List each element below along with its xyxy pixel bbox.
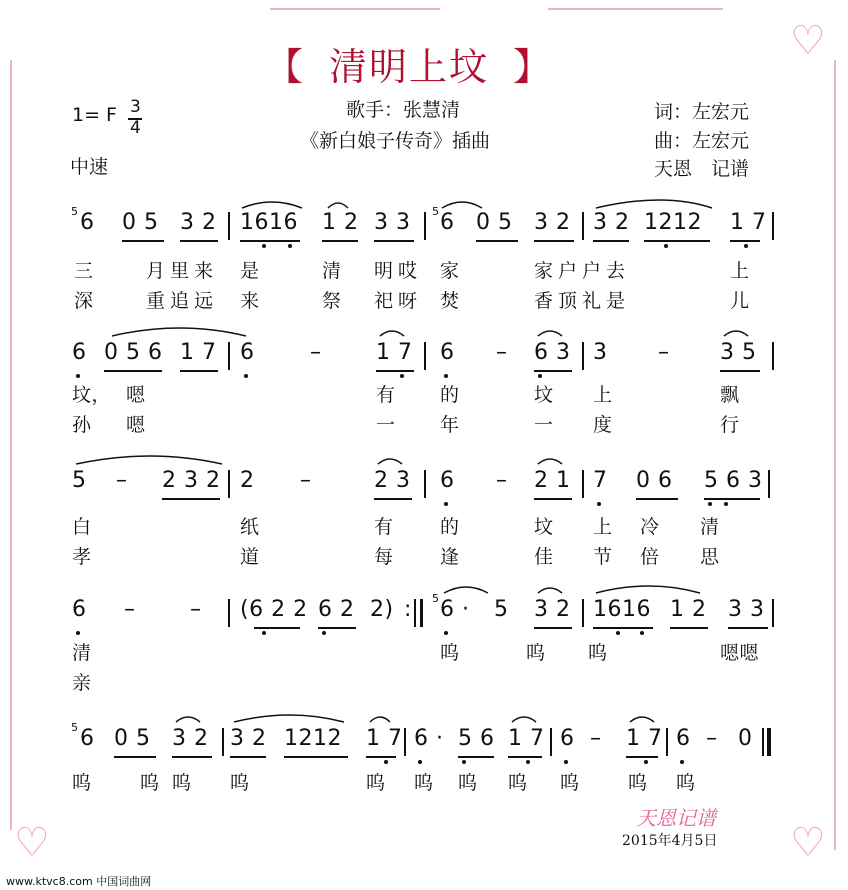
note-group: –	[116, 468, 128, 493]
octave-dot	[444, 374, 448, 378]
lyric-char: 白	[72, 516, 92, 538]
note-group: 2	[240, 468, 255, 493]
lyric-char: 一	[534, 414, 554, 436]
note-group: 6	[72, 340, 87, 365]
note-group: 3 2	[534, 597, 571, 622]
lyricist-label: 词：左宏元	[654, 101, 750, 123]
note-group: 0 6	[636, 468, 673, 493]
note-group: 3 2	[593, 210, 630, 235]
note-group: 1 7	[376, 340, 413, 365]
lyric-char: 清	[322, 260, 342, 282]
lyric-char: 哎	[398, 260, 418, 282]
octave-dot	[724, 502, 728, 506]
note-group: 1616	[593, 597, 651, 622]
octave-dot	[262, 631, 266, 635]
grace-note: 5	[71, 721, 78, 734]
octave-dot	[708, 502, 712, 506]
lyric-char: 呜	[508, 772, 528, 794]
lyric-char: 的	[440, 384, 460, 406]
time-signature-top: 3	[130, 97, 141, 117]
lyric-char: 户	[558, 260, 578, 282]
note-group: –	[496, 468, 508, 493]
note-group: –	[658, 340, 670, 365]
note-group: 6	[676, 726, 691, 751]
octave-dot	[564, 760, 568, 764]
lyric-char: 去	[606, 260, 626, 282]
lyric-char: 是	[240, 260, 260, 282]
lyric-char: 道	[240, 546, 260, 568]
lyric-char: 坟	[534, 384, 554, 406]
lyric-char: 亲	[72, 672, 92, 694]
note-group: 6	[240, 340, 255, 365]
note-group: 6	[560, 726, 575, 751]
octave-dot	[444, 502, 448, 506]
lyric-char: 月	[146, 260, 166, 282]
heart-icon-bottom-left: ♡	[14, 820, 50, 866]
octave-dot	[76, 631, 80, 635]
octave-dot	[76, 374, 80, 378]
lyric-char: 呜	[676, 772, 696, 794]
note-group: (6 2 2	[240, 597, 308, 622]
note-group: 3 2	[534, 210, 571, 235]
note-group: 1 2	[670, 597, 707, 622]
lyric-char: 节	[593, 546, 613, 568]
lyric-char: 清	[72, 642, 92, 664]
note-group: 0 5 6	[104, 340, 163, 365]
grace-note: 5	[432, 205, 439, 218]
transcriber-label: 天恩 记谱	[654, 158, 750, 180]
lyric-char: 呀	[398, 290, 418, 312]
lyric-char: 焚	[440, 290, 460, 312]
note-group: –	[190, 597, 202, 622]
note-group: 3 3	[374, 210, 411, 235]
lyric-char: 度	[593, 414, 613, 436]
octave-dot	[616, 631, 620, 635]
lyric-char: 礼	[582, 290, 602, 312]
note-group: 6 ·	[440, 597, 470, 622]
lyric-char: 家	[534, 260, 554, 282]
transcription-date: 2015年4月5日	[622, 833, 718, 849]
note-group: 6	[80, 726, 95, 751]
lyric-char: 儿	[730, 290, 750, 312]
note-group: 1616	[240, 210, 298, 235]
key-signature: 1= F	[72, 104, 117, 126]
note-group: 1212	[644, 210, 702, 235]
octave-dot	[640, 631, 644, 635]
note-group: 3 2	[180, 210, 217, 235]
note-group: 1 7	[508, 726, 545, 751]
time-signature-bottom: 4	[130, 118, 141, 138]
lyric-char: 上	[730, 260, 750, 282]
octave-dot	[288, 244, 292, 248]
lyric-char: 来	[240, 290, 260, 312]
lyric-char: 呜	[72, 772, 92, 794]
lyric-char: 坟，	[72, 384, 112, 406]
lyric-char: 顶	[558, 290, 578, 312]
lyric-char: 坟	[534, 516, 554, 538]
note-group: 1 7	[626, 726, 663, 751]
note-group: 6	[72, 597, 87, 622]
note-group: 3	[593, 340, 608, 365]
octave-dot	[744, 244, 748, 248]
note-group: 6 ·	[414, 726, 444, 751]
note-group: –	[706, 726, 718, 751]
note-group: 5 6 3	[704, 468, 763, 493]
note-group: –	[496, 340, 508, 365]
lyric-char: 重	[146, 290, 166, 312]
note-group: –	[590, 726, 602, 751]
octave-dot	[262, 244, 266, 248]
octave-dot	[322, 631, 326, 635]
lyric-char: 有	[374, 516, 394, 538]
composer-label: 曲：左宏元	[654, 130, 750, 152]
octave-dot	[680, 760, 684, 764]
note-group: 3 2	[230, 726, 267, 751]
note-group: 6 2	[318, 597, 355, 622]
octave-dot	[400, 374, 404, 378]
source-label: 《新白娘子传奇》插曲	[300, 130, 491, 152]
heart-icon-bottom-right: ♡	[790, 820, 826, 866]
lyric-char: 明	[374, 260, 394, 282]
note-group: 6	[440, 210, 455, 235]
note-group: 0	[738, 726, 753, 751]
lyric-char: 清	[700, 516, 720, 538]
lyric-char: 是	[606, 290, 626, 312]
note-group: 0 5	[122, 210, 159, 235]
note-group: 2 3 2	[162, 468, 221, 493]
title-text: 清明上坟	[329, 45, 490, 89]
note-group: 0 5	[114, 726, 151, 751]
octave-dot	[444, 631, 448, 635]
lyric-char: 呜	[366, 772, 386, 794]
lyric-char: 思	[700, 546, 720, 568]
lyric-char: 行	[720, 414, 740, 436]
lyric-char: 逢	[440, 546, 460, 568]
note-group: 3 5	[720, 340, 757, 365]
lyric-char: 孝	[72, 546, 92, 568]
lyric-char: 佳	[534, 546, 554, 568]
lyric-char: 祀	[374, 290, 394, 312]
note-group: 1 7	[366, 726, 403, 751]
lyric-char: 呜	[440, 642, 460, 664]
note-group: 3 2	[172, 726, 209, 751]
note-group: 7	[593, 468, 608, 493]
lyric-char: 家	[440, 260, 460, 282]
octave-dot	[538, 374, 542, 378]
lyric-char: 嗯嗯	[720, 642, 760, 664]
lyric-char: 飘	[720, 384, 740, 406]
transcriber-stamp: 天恩记谱	[636, 806, 716, 830]
site-watermark: www.ktvc8.com 中国词曲网	[6, 875, 152, 888]
grace-note: 5	[432, 592, 439, 605]
note-group: 5	[72, 468, 87, 493]
octave-dot	[664, 244, 668, 248]
lyric-char: 来	[194, 260, 214, 282]
lyric-char: 远	[194, 290, 214, 312]
lyric-char: 呜	[588, 642, 608, 664]
lyric-char: 香	[534, 290, 554, 312]
lyric-char: 上	[593, 384, 613, 406]
singer-label: 歌手：张慧清	[346, 99, 461, 121]
lyric-char: 的	[440, 516, 460, 538]
lyric-char: 深	[74, 290, 94, 312]
note-group: 2 1	[534, 468, 571, 493]
grace-note: 5	[71, 205, 78, 218]
note-group: 5 6	[458, 726, 495, 751]
lyric-char: 呜	[230, 772, 250, 794]
lyric-char: 纸	[240, 516, 260, 538]
lyric-char: 嗯	[126, 414, 146, 436]
octave-dot	[244, 374, 248, 378]
note-group: 1212	[284, 726, 342, 751]
note-group: 1 7	[180, 340, 217, 365]
note-group: 6	[440, 340, 455, 365]
lyric-char: 里	[170, 260, 190, 282]
lyric-char: 倍	[640, 546, 660, 568]
lyric-char: 三	[74, 260, 94, 282]
title-open-bracket: 【	[265, 45, 306, 89]
note-group: 2)	[370, 597, 394, 622]
octave-dot	[418, 760, 422, 764]
note-group: 6	[440, 468, 455, 493]
lyric-char: 有	[376, 384, 396, 406]
note-group: 6	[80, 210, 95, 235]
lyric-char: 追	[170, 290, 190, 312]
lyric-char: 上	[593, 516, 613, 538]
note-group: 6 3	[534, 340, 571, 365]
octave-dot	[597, 502, 601, 506]
octave-dot	[526, 760, 530, 764]
note-group: 5	[494, 597, 509, 622]
note-group: 3 3	[728, 597, 765, 622]
octave-dot	[644, 760, 648, 764]
lyric-char: 冷	[640, 516, 660, 538]
note-group: –	[124, 597, 136, 622]
lyric-char: 年	[440, 414, 460, 436]
lyric-char: 每	[374, 546, 394, 568]
lyric-char: 户	[582, 260, 602, 282]
note-group: –	[300, 468, 312, 493]
octave-dot	[462, 760, 466, 764]
lyric-char: 呜	[140, 772, 160, 794]
note-group: 1 2	[322, 210, 359, 235]
lyric-char: 呜	[458, 772, 478, 794]
lyric-char: 祭	[322, 290, 342, 312]
tempo-marking: 中速	[70, 156, 109, 178]
octave-dot	[384, 760, 388, 764]
repeat-sign: :	[404, 597, 412, 622]
note-group: 1 7	[730, 210, 767, 235]
lyric-char: 嗯	[126, 384, 146, 406]
lyric-char: 呜	[414, 772, 434, 794]
heart-icon-top-right: ♡	[790, 18, 826, 64]
lyric-char: 呜	[172, 772, 192, 794]
note-group: –	[310, 340, 322, 365]
note-group: 0 5	[476, 210, 513, 235]
note-group: 2 3	[374, 468, 411, 493]
lyric-char: 一	[376, 414, 396, 436]
title-close-bracket: 】	[513, 45, 554, 89]
lyric-char: 呜	[628, 772, 648, 794]
lyric-char: 呜	[560, 772, 580, 794]
lyric-char: 孙	[72, 414, 92, 436]
lyric-char: 呜	[526, 642, 546, 664]
